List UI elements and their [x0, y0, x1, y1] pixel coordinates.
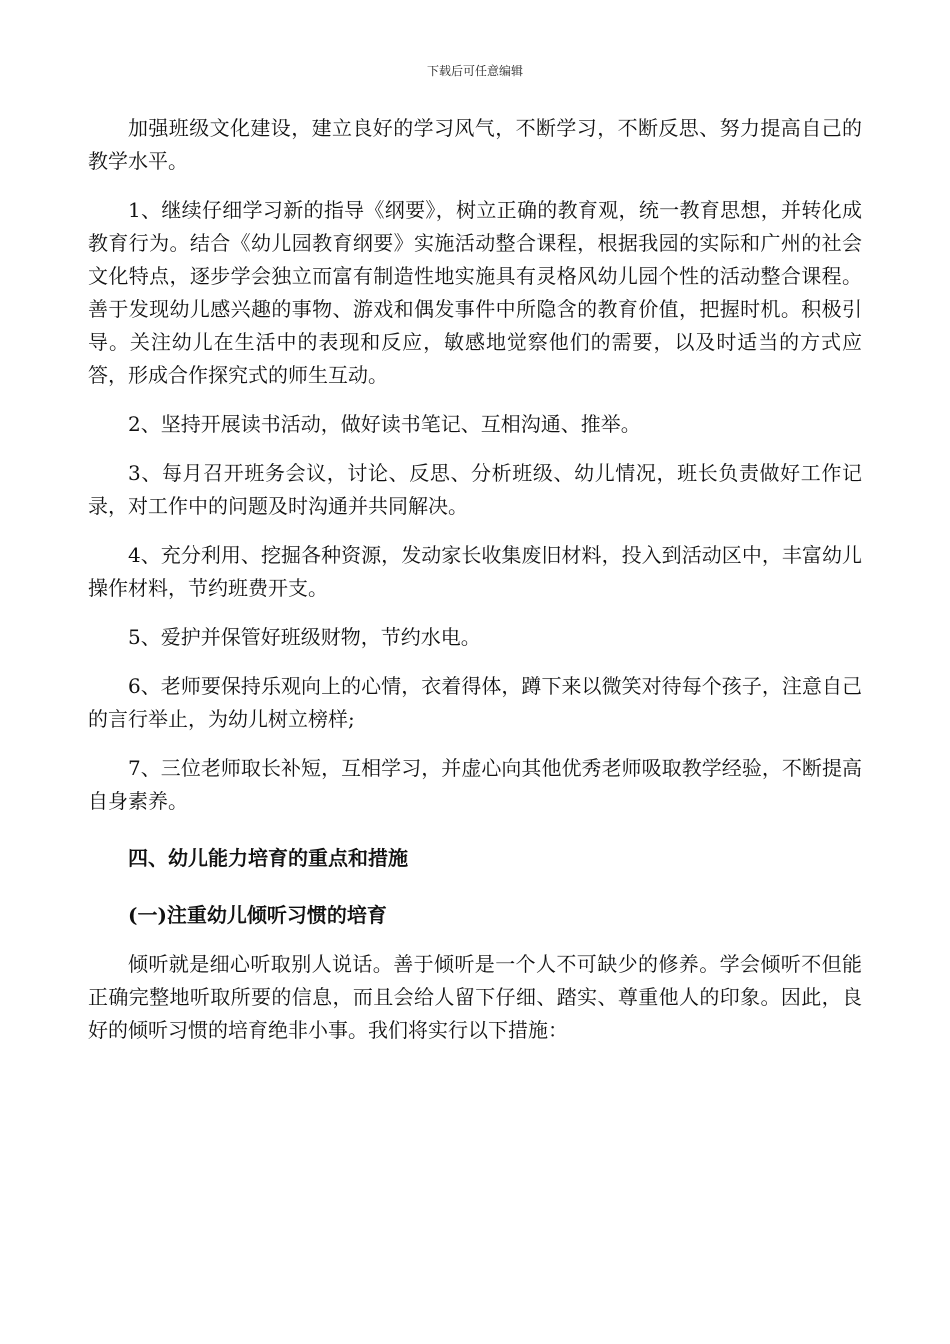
paragraph-item-2: 2、坚持开展读书活动，做好读书笔记、互相沟通、推举。 — [128, 412, 641, 436]
paragraph-item-3: 3、每月召开班务会议，讨论、反思、分析班级、幼儿情况，班长负责做好工作记录，对工作中的问题及时沟通并共同解决。 — [88, 461, 862, 518]
page-header-note: 下载后可任意编辑 — [426, 64, 523, 78]
paragraph-item-7: 7、三位老师取长补短，互相学习，并虚心向其他优秀老师吸取教学经验，不断提高自身素养。 — [88, 756, 862, 813]
paragraph-item-1: 1、继续仔细学习新的指导《纲要》，树立正确的教育观，统一教育思想，并转化成教育行为。结合《幼儿园教育纲要》实施活动整合课程，根据我园的实际和广州的社会文化特点，逐步学会独立而富有制造性地实施具有灵格风幼儿园个性的活动整合课程。善于发现幼儿感兴趣的事物、游戏和偶发事件中所隐含的教育价值，把握时机。积极引导。关注幼儿在生活中的表现和反应，敏感地觉察他们的需要，以及时适当的方式应答，形成合作探究式的师生互动。 — [88, 198, 862, 387]
paragraph-listening: 倾听就是细心听取别人说话。善于倾听是一个人不可缺少的修养。学会倾听不但能正确完整地听取所要的信息，而且会给人留下仔细、踏实、尊重他人的印象。因此，良好的倾听习惯的培育绝非小事。我们将实行以下措施： — [88, 952, 862, 1042]
paragraph-item-6: 6、老师要保持乐观向上的心情，衣着得体，蹲下来以微笑对待每个孩子，注意自己的言行举止，为幼儿树立榜样; — [88, 674, 862, 731]
paragraph-class-culture: 加强班级文化建设，建立良好的学习风气，不断学习，不断反思、努力提高自己的教学水平。 — [88, 116, 862, 173]
paragraph-item-5: 5、爱护并保管好班级财物，节约水电。 — [128, 625, 481, 649]
subsection-heading-1: (一)注重幼儿倾听习惯的培育 — [128, 903, 387, 927]
paragraph-item-4: 4、充分利用、挖掘各种资源，发动家长收集废旧材料，投入到活动区中，丰富幼儿操作材料，节约班费开支。 — [88, 543, 862, 600]
document-body — [88, 112, 862, 1047]
section-heading-4: 四、幼儿能力培育的重点和措施 — [128, 846, 408, 870]
